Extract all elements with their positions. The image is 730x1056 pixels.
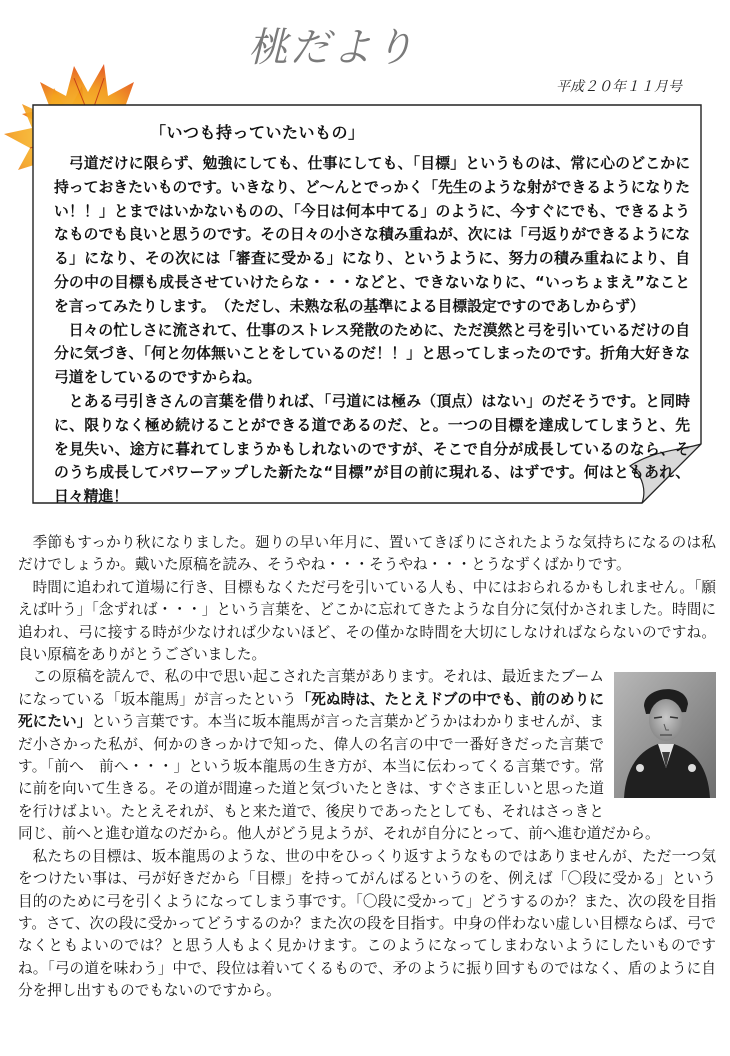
essay-paragraph: 弓道だけに限らず、勉強にしても、仕事にしても、「目標」というものは、常に心のどこかに持っておきたいものです。いきなり、ど～んとでっかく「先生のような射ができるようになりたい！！」とまではいかないものの、「今日は何本中てる」のように、今すぐにでも、できるようなものでも良いと思うのです。その日々の小さな積み重ねが、次には「弓返りができるようになる」になり、その次には「審査に受かる」になり、というように、努力の積み重ねにより、自分の中の目標も成長させていけたらな・・・などと、できないなりに、“いっちょまえ”なことを言ってみたりします。 （ただし、未熟な私の基準による目標設定ですのであしからず）: [54, 155, 690, 315]
portrait-photo: [614, 672, 716, 798]
commentary-paragraph: 時間に追われて道場に行き、目標もなくただ弓を引いている人も、中にはおられるかもしれません。「願えば叶う」「念ずれば・・・」という言葉を、どこかに忘れてきたような自分に気付かされました。時間に追われ、弓に接する時が少なければ少ないほど、その僅かな時間を大切にしなければならないのですね。良い原稿をありがとうございました。: [18, 578, 716, 664]
essay-paragraph: 日々の忙しさに流されて、仕事のストレス発散のために、ただ漠然と弓を引いているだけの自分に気づき、「何と勿体無いことをしているのだ！！」と思ってしまったのです。折角大好きな弓道をしているのですからね。: [54, 321, 690, 387]
commentary-paragraph: 私たちの目標は、坂本龍馬のような、世の中をひっくり返すようなものではありませんが、ただ一つ気をつけたい事は、弓が好きだから「目標」を持ってがんばるというのを、例えば「〇段に受かる」という目的のために弓を引くようになってしまう事です。「〇段に受かって」どうするのか？また、次の段を目指す。さて、次の段に受かってどうするのか？また次の段を目指す。中身の伴わない虚しい目標ならば、弓でなくともよいのでは？と思う人もよく見かけます。このようになってしまわないようにしたいものですね。「弓の道を味わう」中で、段位は着いてくるもので、矛のように振り回すものではなく、盾のように自分を押し出すものでもないのですから。: [18, 847, 716, 1000]
editor-commentary: [18, 532, 716, 1003]
newsletter-title: 桃だより: [248, 25, 416, 71]
ryoma-quote: 「死ぬ時は、たとえドブの中でも、前のめりに死にたい」: [18, 690, 604, 731]
commentary-text: この原稿を読んで、私の中で思い起こされた言葉があります。それは、最近またブームになっている「坂本龍馬」が言ったという: [18, 668, 604, 708]
essay-title: 「いつも持っていたいもの」: [150, 123, 365, 142]
essay-paragraph: とある弓引きさんの言葉を借りれば、「弓道には極み（頂点）はない」のだそうです。と同時に、限りなく極め続けることができる道であるのだ、と。一つの目標を達成してしまうと、先を見失い、途方に暮れてしまうかもしれないのですが、そこで自分が成長しているのなら、そのうち成長してパワーアップした新たな“目標”が目の前に現れる、はずです。何はともあれ、日々精進！: [54, 392, 690, 506]
commentary-paragraph: [18, 666, 716, 845]
essay-body: [54, 152, 690, 509]
commentary-paragraph: 季節もすっかり秋になりました。廻りの早い年月に、置いてきぼりにされたような気持ちになるのは私だけでしょうか。戴いた原稿を読み、そうやね・・・そうやね・・・とうなずくばかりです。: [18, 534, 716, 574]
commentary-text: という言葉です。本当に坂本龍馬が言った言葉かどうかはわかりませんが、まだ小さかった私が、何かのきっかけで知った、偉人の名言の中で一番好きだった言葉です。「前へ 前へ・・・」という坂本龍馬の生き方が、本当に伝わってくる言葉です。常に前を向いて生きる。その道が間違った道と気づいたときは、すぐさま正しいと思った道を行けばよい。たとえそれが、もと来た道で、後戻りであったとしても、それはさっきと同じ、前へと進む道なのだから。他人がどう見ようが、それが自分にとって、前へ進む道だから。: [18, 713, 660, 843]
issue-date: 平成２０年１１月号: [556, 79, 682, 95]
featured-essay-box: [32, 104, 703, 505]
